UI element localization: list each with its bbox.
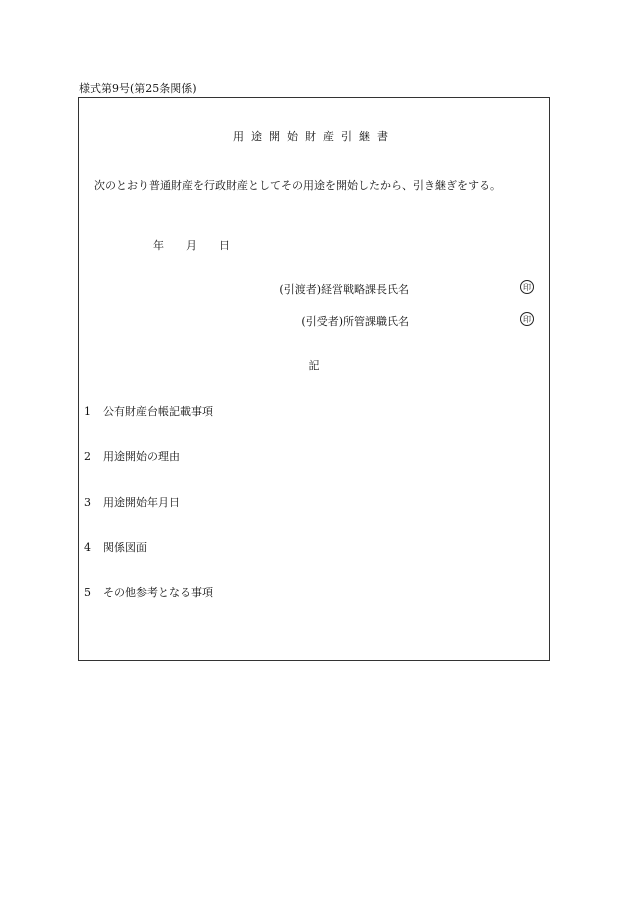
list-item-number: 5	[84, 586, 91, 599]
intro-text: 次のとおり普通財産を行政財産としてその用途を開始したから、引き継ぎをする。	[94, 179, 501, 192]
list-item	[84, 403, 213, 419]
document-frame	[78, 97, 550, 661]
date-line	[153, 237, 230, 253]
list-item-number: 4	[84, 541, 91, 554]
ki-heading: 記	[308, 359, 320, 372]
signer-transferor: (引渡者)経営戦略課長氏名	[279, 283, 409, 296]
list-item	[84, 494, 180, 510]
list-item	[84, 448, 180, 464]
date-month: 月	[186, 239, 197, 252]
form-number: 様式第9号(第25条関係)	[79, 82, 197, 95]
date-day: 日	[219, 239, 230, 252]
list-item-label: その他参考となる事項	[103, 586, 213, 599]
list-item-label: 用途開始の理由	[103, 450, 180, 463]
list-item-label: 関係図面	[103, 541, 147, 554]
seal-mark-receiver: 印	[520, 312, 534, 326]
list-item-label: 用途開始年月日	[103, 496, 180, 509]
list-item-number: 1	[84, 405, 91, 418]
list-item-label: 公有財産台帳記載事項	[103, 405, 213, 418]
document-title: 用途開始財産引継書	[233, 130, 395, 143]
list-item	[84, 539, 147, 555]
list-item-number: 3	[84, 496, 91, 509]
signer-receiver: (引受者)所管課職氏名	[301, 315, 409, 328]
list-item-number: 2	[84, 450, 91, 463]
date-year: 年	[153, 239, 164, 252]
list-item	[84, 584, 213, 600]
seal-mark-transferor: 印	[520, 280, 534, 294]
